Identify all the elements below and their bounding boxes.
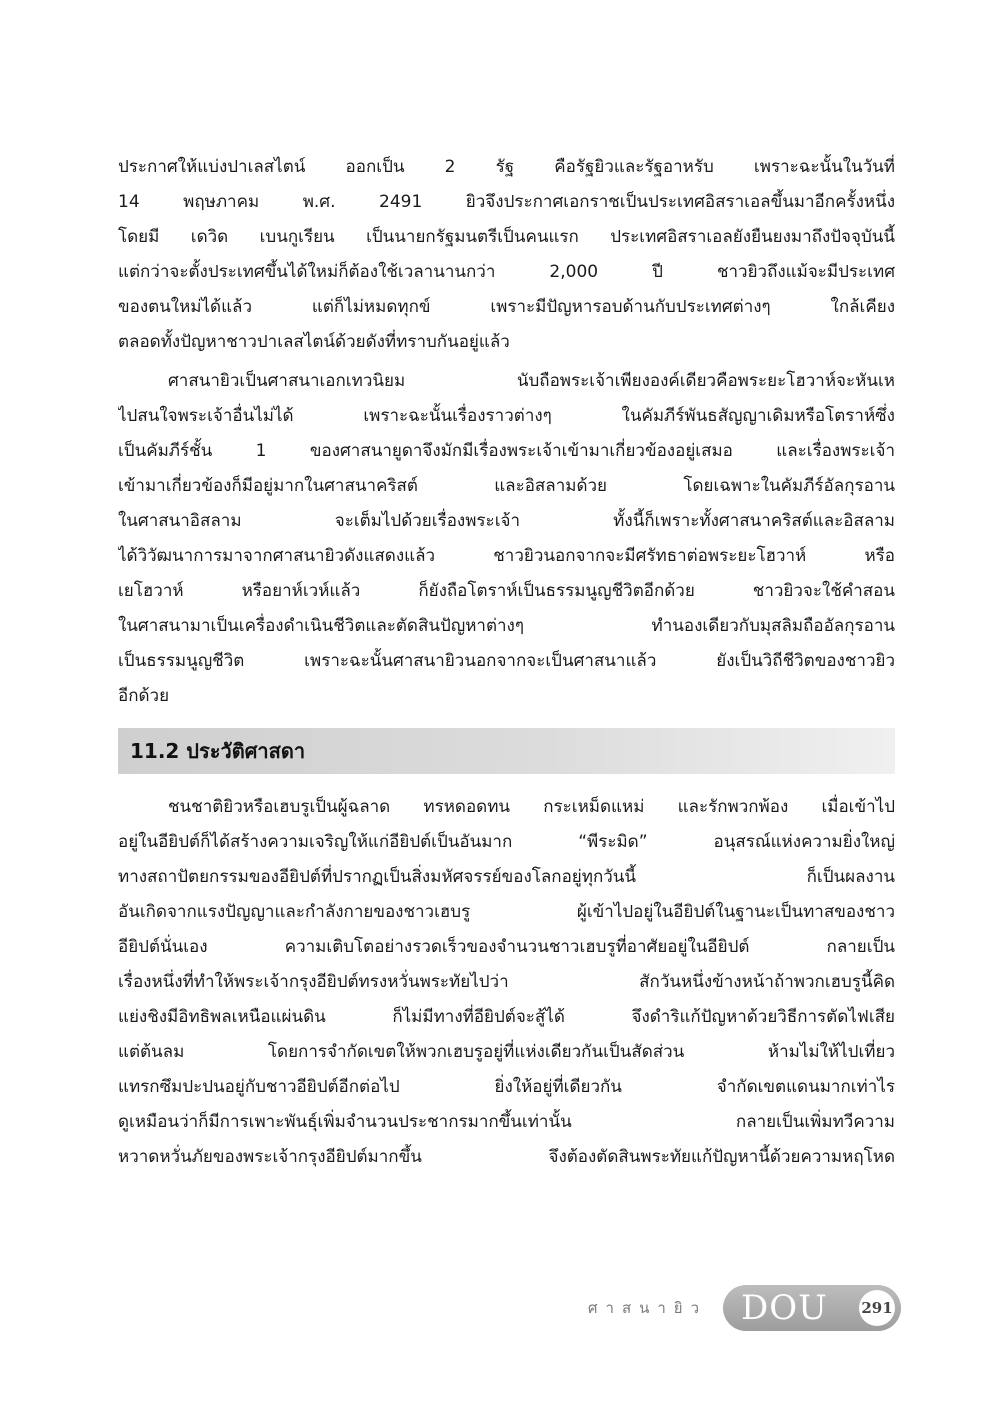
text-line: ในศาสนาอิสลาม จะเต็มไปด้วยเรื่องพระเจ้า ทั้งนี้ก็เพราะทั้งศาสนาคริสต์และอิสลาม [118, 511, 895, 531]
text-line: ศาสนายิวเป็นศาสนาเอกเทวนิยม นับถือพระเจ้าเพียงองค์เดียวคือพระยะโฮวาห์จะหันเห [168, 371, 895, 391]
page-number: 291 [859, 1290, 895, 1326]
text-line: อีกด้วย [118, 686, 170, 706]
text-line: ไปสนใจพระเจ้าอื่นไม่ได้ เพราะฉะนั้นเรื่องราวต่างๆ ในคัมภีร์พันธสัญญาเดิมหรือโตราห์ซึ่ง [118, 406, 895, 426]
section-heading [118, 728, 895, 774]
text-line: อันเกิดจากแรงปัญญาและกำลังกายของชาวเฮบรู ผู้เข้าไปอยู่ในอียิปต์ในฐานะเป็นทาสของชาว [118, 902, 895, 922]
text-line: ดูเหมือนว่าก็มีการเพาะพันธุ์เพิ่มจำนวนประชากรมากขึ้นเท่านั้น กลายเป็นเพิ่มทวีความ [118, 1112, 895, 1132]
text-line: ประกาศให้แบ่งปาเลสไตน์ ออกเป็น 2 รัฐ คือรัฐยิวและรัฐอาหรับ เพราะฉะนั้นในวันที่ [118, 157, 895, 177]
text-line: อียิปต์นั่นเอง ความเติบโตอย่างรวดเร็วของจำนวนชาวเฮบรูที่อาศัยอยู่ในอียิปต์ กลายเป็น [118, 937, 895, 957]
text-line: ในศาสนามาเป็นเครื่องดำเนินชีวิตและตัดสินปัญหาต่างๆ ทำนองเดียวกับมุสลิมถืออัลกุรอาน [118, 616, 895, 636]
text-line: ชนชาติยิวหรือเฮบรูเป็นผู้ฉลาด ทรหดอดทน กระเหม็ดแหม่ และรักพวกพ้อง เมื่อเข้าไป [168, 797, 895, 817]
dou-logo: DOU [741, 1288, 828, 1328]
text-line: แต่กว่าจะตั้งประเทศขึ้นได้ใหม่ก็ต้องใช้เวลานานกว่า 2,000 ปี ชาวยิวถึงแม้จะมีประเทศ [118, 262, 895, 282]
text-line: ทางสถาปัตยกรรมของอียิปต์ที่ปรากฏเป็นสิ่งมหัศจรรย์ของโลกอยู่ทุกวันนี้ ก็เป็นผลงาน [118, 867, 895, 887]
dou-badge [723, 1285, 901, 1331]
text-line: ของตนใหม่ได้แล้ว แต่ก็ไม่หมดทุกข์ เพราะมีปัญหารอบด้านกับประเทศต่างๆ ใกล้เคียง [118, 297, 895, 317]
paragraph-1 [118, 150, 895, 360]
text-line: 14 พฤษภาคม พ.ศ. 2491 ยิวจึงประกาศเอกราชเป็นประเทศอิสราเอลขึ้นมาอีกครั้งหนึ่ง [118, 192, 895, 212]
text-line: เข้ามาเกี่ยวข้องก็มีอยู่มากในศาสนาคริสต์ และอิสลามด้วย โดยเฉพาะในคัมภีร์อัลกุรอาน [118, 476, 895, 496]
text-line: ได้วิวัฒนาการมาจากศาสนายิวดังแสดงแล้ว ชาวยิวนอกจากจะมีศรัทธาต่อพระยะโฮวาห์ หรือ [118, 546, 895, 566]
text-line: แย่งชิงมีอิทธิพลเหนือแผ่นดิน ก็ไม่มีทางที่อียิปต์จะสู้ได้ จึงดำริแก้ปัญหาด้วยวิธีการตัดไฟเสีย [118, 1007, 895, 1027]
page-body [118, 150, 895, 1175]
text-line: โดยมี เดวิด เบนกูเรียน เป็นนายกรัฐมนตรีเป็นคนแรก ประเทศอิสราเอลยังยืนยงมาถึงปัจจุบันนี้ [118, 227, 895, 247]
text-line: แทรกซึมปะปนอยู่กับชาวอียิปต์อีกต่อไป ยิ่งให้อยู่ที่เดียวกัน จำกัดเขตแดนมากเท่าไร [118, 1077, 895, 1097]
text-line: เยโฮวาห์ หรือยาห์เวห์แล้ว ก็ยังถือโตราห์เป็นธรรมนูญชีวิตอีกด้วย ชาวยิวจะใช้คำสอน [118, 581, 895, 601]
running-title: ศาสนายิว [588, 1299, 707, 1317]
text-line: เป็นคัมภีร์ชั้น 1 ของศาสนายูดาจึงมักมีเรื่องพระเจ้าเข้ามาเกี่ยวข้องอยู่เสมอ และเรื่องพระเจ้า [118, 441, 895, 461]
text-line: หวาดหวั่นภัยของพระเจ้ากรุงอียิปต์มากขึ้น จึงต้องตัดสินพระทัยแก้ปัญหานี้ด้วยความหฤโหด [118, 1147, 895, 1167]
text-line: ตลอดทั้งปัญหาชาวปาเลสไตน์ด้วยดังที่ทราบกันอยู่แล้ว [118, 332, 510, 352]
paragraph-2 [118, 364, 895, 714]
text-line: อยู่ในอียิปต์ก็ได้สร้างความเจริญให้แก่อียิปต์เป็นอันมาก “พีระมิด” อนุสรณ์แห่งความยิ่งใหญ่ [118, 832, 895, 852]
text-line: แต่ต้นลม โดยการจำกัดเขตให้พวกเฮบรูอยู่ที่แห่งเดียวกันเป็นสัดส่วน ห้ามไม่ให้ไปเที่ยว [118, 1042, 895, 1062]
paragraph-3 [118, 790, 895, 1175]
section-heading-text: 11.2 ประวัติศาสดา [130, 739, 306, 763]
text-line: เป็นธรรมนูญชีวิต เพราะฉะนั้นศาสนายิวนอกจากจะเป็นศาสนาแล้ว ยังเป็นวิถีชีวิตของชาวยิว [118, 651, 895, 671]
text-line: เรื่องหนึ่งที่ทำให้พระเจ้ากรุงอียิปต์ทรงหวั่นพระทัยไปว่า สักวันหนึ่งข้างหน้าถ้าพวกเฮบรูนี้คิด [118, 972, 895, 992]
page-footer [588, 1283, 901, 1333]
